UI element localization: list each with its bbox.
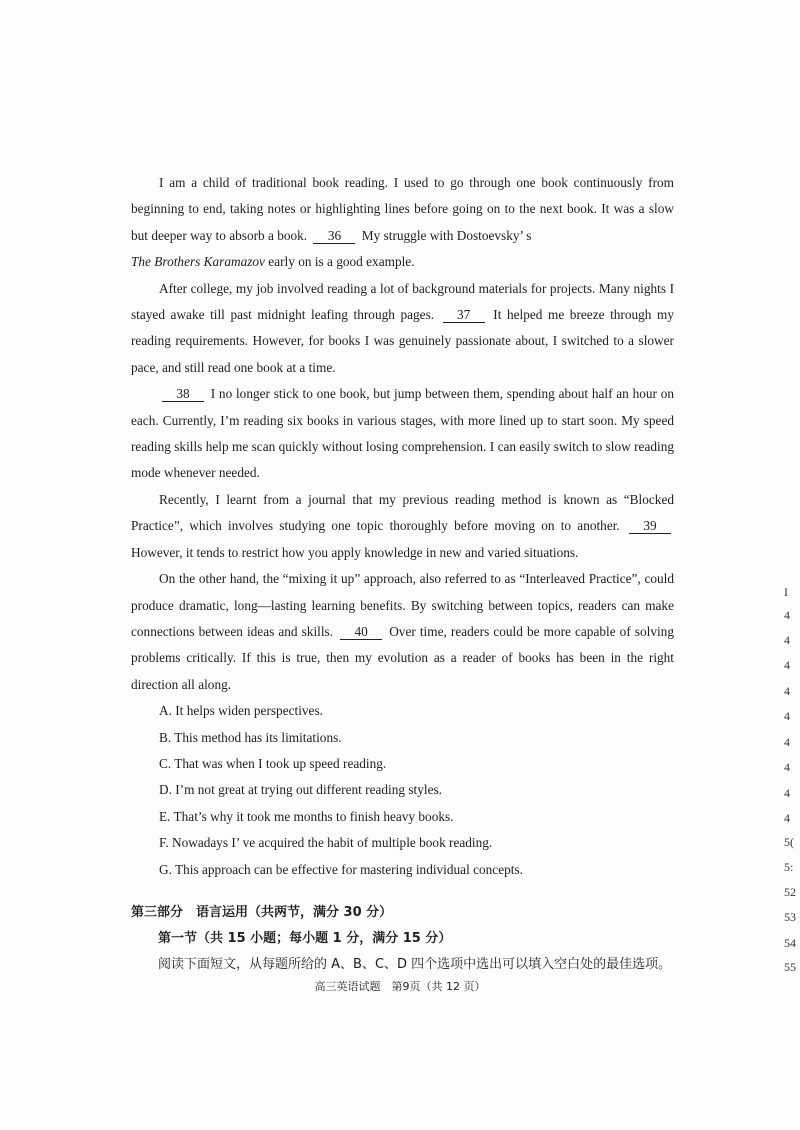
paragraph-4-text-b: However, it tends to restrict how you apply knowledge in new and varied situations. bbox=[131, 544, 579, 560]
margin-number: 4 bbox=[784, 658, 790, 672]
paragraph-5-text-b: Over time, readers could be more capable of solving problems critically. If this is true, then my evolution as a reader of books has been in the right direction all along. bbox=[131, 623, 674, 692]
margin-number: 53 bbox=[784, 910, 796, 924]
paragraph-4-text-a: Recently, I learnt from a journal that my previous reading method is known as “Blocked Practice”, which involves studying one topic thoroughly before moving on to another. bbox=[131, 491, 674, 534]
margin-number: I bbox=[784, 585, 788, 599]
option-b: B. This method has its limitations. bbox=[159, 729, 342, 745]
margin-number: 52 bbox=[784, 885, 796, 899]
blank-38: 38 bbox=[162, 386, 204, 402]
answer-options bbox=[131, 698, 674, 883]
paragraph-5-text-a: On the other hand, the “mixing it up” approach, also referred to as “Interleaved Practice”, could produce dramatic, long—lasting learning benefits. By switching between topics, readers can make connections between ideas and skills. bbox=[131, 571, 674, 639]
margin-number: 4 bbox=[784, 684, 790, 698]
margin-number: 4 bbox=[784, 608, 790, 622]
paragraph-1-text-c: early on is a good example. bbox=[268, 254, 415, 270]
blank-36: 36 bbox=[313, 228, 355, 244]
option-a: A. It helps widen perspectives. bbox=[159, 703, 323, 719]
paragraph-3 bbox=[131, 381, 674, 487]
margin-number: 55 bbox=[784, 960, 796, 974]
margin-number: 4 bbox=[784, 735, 790, 749]
margin-number: 5: bbox=[784, 860, 794, 874]
margin-number: 54 bbox=[784, 936, 796, 950]
paragraph-2 bbox=[131, 276, 674, 382]
blank-39: 39 bbox=[629, 518, 671, 534]
page-footer: 高三英语试题 第9页（共 12 页） bbox=[314, 980, 486, 993]
margin-number: 4 bbox=[784, 709, 790, 723]
paragraph-3-text-a: I no longer stick to one book, but jump between them, spending about half an hour on each. Currently, I’m reading six books in various stages, with more lined up to start soon. My speed reading skills help me scan quickly without losing comprehension. I can easily switch to slow reading mode whenever needed. bbox=[131, 386, 674, 481]
paragraph-5 bbox=[131, 566, 674, 698]
paragraph-2-text-b: It helped me breeze through my reading requirements. However, for books I was genuinely passionate about, I switched to a slower pace, and still read one book at a time. bbox=[131, 307, 675, 375]
option-c: C. That was when I took up speed reading. bbox=[159, 755, 387, 771]
margin-number: 4 bbox=[784, 760, 790, 774]
option-e: E. That’s why it took me months to finish heavy books. bbox=[159, 808, 454, 824]
option-g: G. This approach can be effective for mastering individual concepts. bbox=[159, 861, 523, 877]
paragraph-1-text-a: I am a child of traditional book reading. I used to go through one book continuously from beginning to end, taking notes or highlighting lines before going on to the next book. It was a slow but deeper way to absorb a book. bbox=[131, 175, 674, 243]
paragraph-2-text-a: After college, my job involved reading a lot of background materials for projects. Many nights I stayed awake till past midnight leafing through pages. bbox=[131, 280, 674, 323]
blank-40: 40 bbox=[340, 624, 382, 640]
margin-number: 4 bbox=[784, 786, 790, 800]
blank-37: 37 bbox=[443, 307, 485, 323]
instruction-text: 阅读下面短文，从每题所给的 A、B、C、D 四个选项中选出可以填入空白处的最佳选项。 bbox=[158, 957, 672, 972]
paragraph-1-text-b: My struggle with Dostoevsky’ s bbox=[361, 227, 532, 243]
subsection-title: 第一节（共 15 小题；每小题 1 分，满分 15 分） bbox=[158, 931, 452, 946]
margin-number: 5( bbox=[784, 835, 794, 849]
margin-number: 4 bbox=[784, 633, 790, 647]
option-f: F. Nowadays I’ ve acquired the habit of multiple book reading. bbox=[159, 835, 493, 851]
paragraph-4 bbox=[131, 487, 674, 566]
reading-passage bbox=[131, 170, 674, 883]
option-d: D. I’m not great at trying out different reading styles. bbox=[159, 782, 442, 798]
paragraph-1 bbox=[131, 170, 674, 276]
margin-number: 4 bbox=[784, 811, 790, 825]
book-title: The Brothers Karamazov bbox=[131, 254, 265, 270]
section-title: 第三部分 语言运用（共两节，满分 30 分） bbox=[131, 905, 393, 920]
